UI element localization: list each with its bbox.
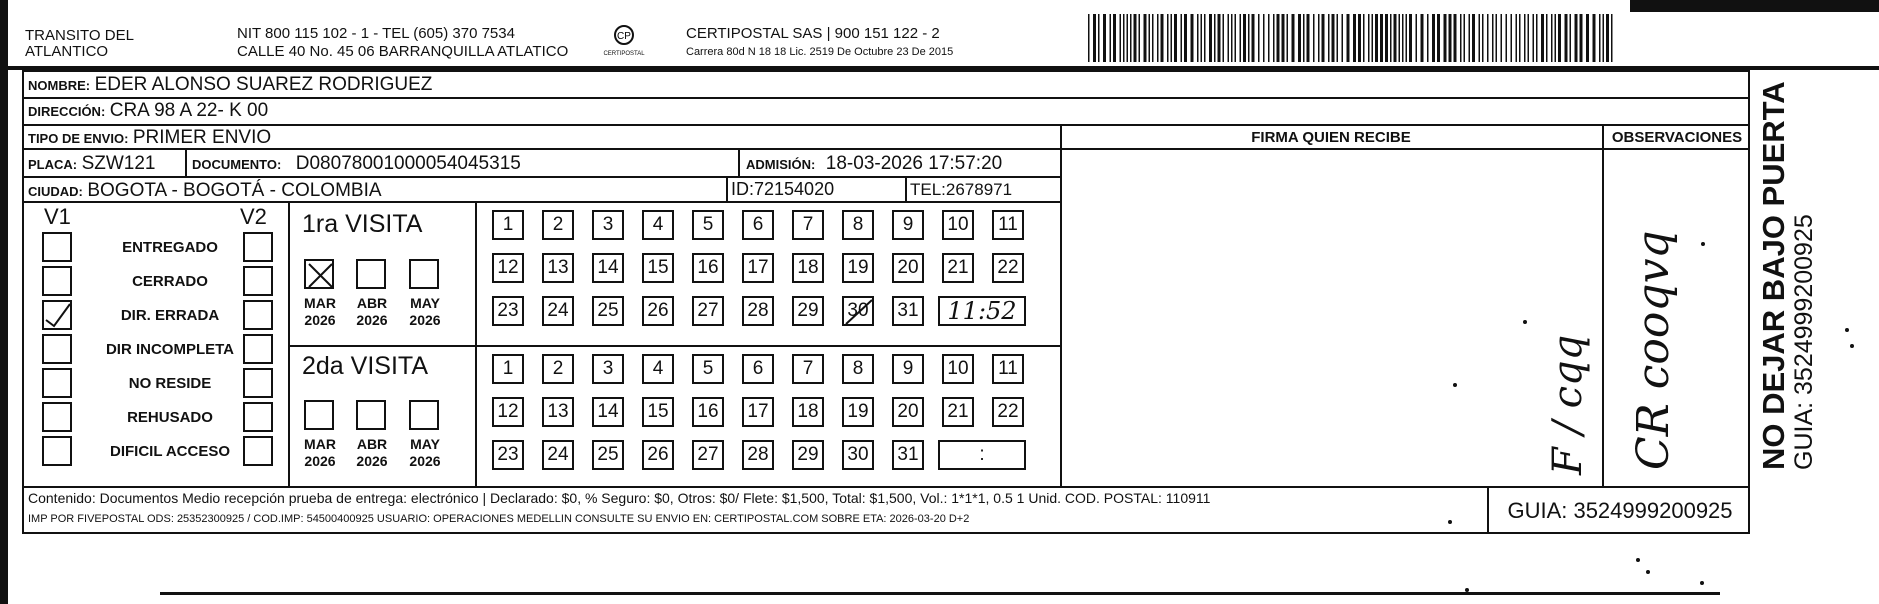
barcode-bar: [1437, 14, 1440, 62]
carrier-line: CERTIPOSTAL SAS | 900 151 122 - 2: [686, 25, 940, 42]
barcode-bar: [1113, 14, 1116, 62]
second-visit-day-18[interactable]: 18: [792, 397, 824, 427]
first-visit-day-13[interactable]: 13: [542, 253, 574, 283]
second-visit-month-checkbox-abr[interactable]: [356, 400, 386, 430]
second-visit-day-7[interactable]: 7: [792, 354, 824, 384]
tel-value: TEL:2678971: [910, 180, 1013, 199]
second-visit-day-28[interactable]: 28: [742, 440, 774, 470]
barcode-bar: [1454, 14, 1457, 62]
barcode-bar: [1444, 14, 1447, 62]
first-visit-month-checkbox-may[interactable]: [409, 259, 439, 289]
barcode-bar: [1204, 14, 1206, 62]
second-visit-day-6[interactable]: 6: [742, 354, 774, 384]
barcode-bar: [1318, 14, 1320, 62]
barcode-bar: [1555, 14, 1557, 62]
second-visit-day-21[interactable]: 21: [942, 397, 974, 427]
barcode-bar: [1313, 14, 1315, 62]
barcode-bar: [1174, 14, 1177, 62]
barcode-bar: [1243, 14, 1246, 62]
second-visit-month-checkbox-may[interactable]: [409, 400, 439, 430]
month-name: ABR: [356, 436, 388, 452]
first-visit-day-2[interactable]: 2: [542, 210, 574, 240]
barcode-bar: [1551, 14, 1553, 62]
barcode-bar: [1268, 14, 1270, 62]
address-line: CALLE 40 No. 45 06 BARRANQUILLA ATLATICO: [237, 43, 569, 60]
side-guia: GUIA: 3524999200925: [1790, 214, 1818, 470]
barcode-bar: [1533, 14, 1535, 62]
carrier-sub: Carrera 80d N 18 18 Lic. 2519 De Octubre 23 De 2015: [686, 46, 954, 58]
barcode-bar: [1580, 14, 1583, 62]
placa-label: PLACA:: [28, 157, 78, 172]
v1-checkbox-7[interactable]: [42, 436, 72, 466]
barcode-bar: [1098, 14, 1100, 62]
barcode-bar: [1307, 14, 1310, 62]
month-year: 2026: [409, 453, 441, 469]
nombre-label: NOMBRE:: [28, 78, 91, 93]
barcode-bar: [1277, 14, 1280, 62]
first-visit-day-27[interactable]: 27: [692, 296, 724, 326]
strike-icon: [844, 298, 874, 326]
barcode-bar: [1599, 14, 1601, 62]
no-dejar-bajo-puerta: NO DEJAR BAJO PUERTA: [1756, 81, 1791, 470]
second-visit-day-2[interactable]: 2: [542, 354, 574, 384]
first-visit-title: 1ra VISITA: [302, 210, 423, 238]
first-visit-month-checkbox-abr[interactable]: [356, 259, 386, 289]
status-label-1: ENTREGADO: [122, 239, 218, 256]
carrier-logo-icon: [611, 24, 637, 46]
tipo-envio-label: TIPO DE ENVIO:: [28, 131, 129, 146]
v1-checkbox-2[interactable]: [42, 266, 72, 296]
status-label-4: DIR INCOMPLETA: [105, 341, 235, 358]
firma-heading: FIRMA QUIEN RECIBE: [1251, 129, 1411, 146]
second-visit-day-24[interactable]: 24: [542, 440, 574, 470]
carrier-logo-text: CERTIPOSTAL: [603, 51, 645, 57]
status-label-7: DIFICIL ACCESO: [109, 443, 230, 460]
barcode-bar: [1167, 14, 1169, 62]
admision-label: ADMISIÓN:: [746, 157, 816, 172]
first-visit-day-22[interactable]: 22: [992, 253, 1024, 283]
barcode-bar: [1546, 14, 1548, 62]
barcode-bar: [1252, 14, 1255, 62]
first-visit-day-14[interactable]: 14: [592, 253, 624, 283]
barcode-bar: [1511, 14, 1513, 62]
barcode-bar: [1558, 14, 1561, 62]
barcode-bar: [1399, 14, 1401, 62]
company-name: TRANSITO DEL ATLANTICO: [25, 27, 134, 60]
barcode-bar: [1347, 14, 1350, 62]
footer-content-line: Contenido: Documentos Medio recepción prueba de entrega: electrónico | Declarado: $0, % Seguro: $0, Otros: $0/ Flete: $1,500, Total: $1,500, Vol.: 1*1*1, 0.5 1 Unid. COD. POSTAL: 110911: [28, 490, 1211, 506]
barcode-bar: [1110, 14, 1112, 62]
barcode: [1088, 14, 1618, 62]
second-visit-day-1[interactable]: 1: [492, 354, 524, 384]
second-visit-day-12[interactable]: 12: [492, 397, 524, 427]
carrier-logo: [600, 24, 648, 57]
documento-value: D08078001000054045315: [295, 153, 521, 174]
second-visit-day-23[interactable]: 23: [492, 440, 524, 470]
barcode-bar: [1380, 14, 1383, 62]
barcode-bar: [1516, 14, 1518, 62]
v1-checkbox-5[interactable]: [42, 368, 72, 398]
second-visit-day-27[interactable]: 27: [692, 440, 724, 470]
status-label-3: DIR. ERRADA: [120, 307, 220, 324]
barcode-bar: [1427, 14, 1429, 62]
second-visit-title: 2da VISITA: [302, 352, 428, 380]
barcode-bar: [1479, 14, 1481, 62]
first-visit-day-23[interactable]: 23: [492, 296, 524, 326]
second-visit-day-26[interactable]: 26: [642, 440, 674, 470]
v2-checkbox-1[interactable]: [243, 232, 273, 262]
ciudad-label: CIUDAD:: [28, 184, 83, 199]
barcode-bar: [1263, 14, 1265, 62]
barcode-bar: [1501, 14, 1503, 62]
first-visit-day-10[interactable]: 10: [942, 210, 974, 240]
first-visit-day-18[interactable]: 18: [792, 253, 824, 283]
barcode-bar: [1223, 14, 1225, 62]
first-visit-day-5[interactable]: 5: [692, 210, 724, 240]
month-year: 2026: [356, 453, 388, 469]
barcode-bar: [1240, 14, 1242, 62]
status-label-6: REHUSADO: [127, 409, 213, 426]
second-visit-day-31[interactable]: 31: [892, 440, 924, 470]
second-visit-day-9[interactable]: 9: [892, 354, 924, 384]
barcode-bar: [1231, 14, 1233, 62]
v1-heading: V1: [44, 204, 71, 229]
barcode-bar: [1603, 14, 1605, 62]
barcode-bar: [1123, 14, 1125, 62]
second-visit-day-3[interactable]: 3: [592, 354, 624, 384]
first-visit-day-29[interactable]: 29: [792, 296, 824, 326]
second-visit-day-11[interactable]: 11: [992, 354, 1024, 384]
barcode-bar: [1282, 14, 1285, 62]
barcode-bar: [1402, 14, 1404, 62]
second-visit-day-19[interactable]: 19: [842, 397, 874, 427]
nombre-value: EDER ALONSO SUAREZ RODRIGUEZ: [94, 74, 433, 95]
first-visit-day-26[interactable]: 26: [642, 296, 674, 326]
id-value: ID:72154020: [731, 179, 835, 199]
barcode-bar: [1134, 14, 1137, 62]
scan-edge-bottom: [160, 592, 1720, 595]
first-visit-day-19[interactable]: 19: [842, 253, 874, 283]
barcode-bar: [1342, 14, 1344, 62]
barcode-bar: [1368, 14, 1370, 62]
barcode-bar: [1303, 14, 1305, 62]
first-visit-day-1[interactable]: 1: [492, 210, 524, 240]
second-visit-day-17[interactable]: 17: [742, 397, 774, 427]
barcode-bar: [1191, 14, 1194, 62]
second-visit-day-10[interactable]: 10: [942, 354, 974, 384]
footer-imp-line: IMP POR FIVEPOSTAL ODS: 25352300925 / COD.IMP: 54500400925 USUARIO: OPERACIONES MEDELLIN CONSULTE SU ENVIO EN: CERTIPOSTAL.COM SOBRE ETA: 2026-03-20 D+2: [28, 513, 970, 525]
barcode-bar: [1181, 14, 1183, 62]
barcode-bar: [1292, 14, 1295, 62]
barcode-bar: [1088, 14, 1090, 62]
barcode-bar: [1201, 14, 1203, 62]
barcode-bar: [1416, 14, 1418, 62]
barcode-bar: [1536, 14, 1538, 62]
nit-line: NIT 800 115 102 - 1 - TEL (605) 370 7534: [237, 25, 515, 42]
barcode-bar: [1157, 14, 1159, 62]
barcode-bar: [1322, 14, 1325, 62]
barcode-bar: [1258, 14, 1260, 62]
barcode-bar: [1358, 14, 1361, 62]
barcode-bar: [1273, 14, 1275, 62]
second-visit-day-22[interactable]: 22: [992, 397, 1024, 427]
ciudad-value: BOGOTA - BOGOTÁ - COLOMBIA: [87, 180, 382, 201]
barcode-bar: [1287, 14, 1289, 62]
v1-checkbox-3[interactable]: [42, 300, 72, 330]
first-visit-month-label-abr: [350, 295, 394, 329]
barcode-bar: [1524, 14, 1526, 62]
direccion-value: CRA 98 A 22- K 00: [109, 100, 269, 121]
barcode-bar: [1611, 14, 1613, 62]
handwritten-observation-text: CR cooqvq: [1628, 230, 1679, 470]
barcode-bar: [1586, 14, 1589, 62]
first-visit-day-15[interactable]: 15: [642, 253, 674, 283]
first-visit-day-16[interactable]: 16: [692, 253, 724, 283]
v1-checkbox-6[interactable]: [42, 402, 72, 432]
barcode-bar: [1464, 14, 1466, 62]
first-visit-day-25[interactable]: 25: [592, 296, 624, 326]
first-visit-day-8[interactable]: 8: [842, 210, 874, 240]
barcode-bar: [1353, 14, 1356, 62]
scan-edge-top: [1630, 0, 1879, 12]
svg-text:CP: CP: [617, 31, 631, 42]
first-visit-day-24[interactable]: 24: [542, 296, 574, 326]
barcode-bar: [1218, 14, 1221, 62]
second-visit-day-29[interactable]: 29: [792, 440, 824, 470]
second-visit-day-13[interactable]: 13: [542, 397, 574, 427]
barcode-bar: [1469, 14, 1471, 62]
barcode-bar: [1482, 14, 1484, 62]
barcode-bar: [1363, 14, 1365, 62]
v2-checkbox-2[interactable]: [243, 266, 273, 296]
barcode-bar: [1228, 14, 1230, 62]
v2-checkbox-4[interactable]: [243, 334, 273, 364]
month-year: 2026: [356, 312, 388, 328]
first-visit-time-field[interactable]: 11:52: [938, 296, 1026, 326]
barcode-bar: [1492, 14, 1494, 62]
barcode-bar: [1421, 14, 1424, 62]
placa-value: SZW121: [81, 153, 156, 174]
direccion-label: DIRECCIÓN:: [28, 104, 106, 119]
barcode-bar: [1375, 14, 1378, 62]
month-year: 2026: [304, 312, 336, 328]
first-visit-day-11[interactable]: 11: [992, 210, 1024, 240]
barcode-bar: [1593, 14, 1596, 62]
second-visit-month-label-mar: [298, 436, 342, 470]
second-visit-day-5[interactable]: 5: [692, 354, 724, 384]
month-name: MAY: [410, 436, 440, 452]
barcode-bar: [1152, 14, 1154, 62]
barcode-bar: [1409, 14, 1412, 62]
month-name: MAR: [304, 436, 336, 452]
barcode-bar: [1161, 14, 1164, 62]
status-label-2: CERRADO: [132, 273, 208, 290]
first-visit-day-17[interactable]: 17: [742, 253, 774, 283]
month-year: 2026: [409, 312, 441, 328]
second-visit-day-15[interactable]: 15: [642, 397, 674, 427]
barcode-bar: [1120, 14, 1122, 62]
admision-value: 18-03-2026 17:57:20: [825, 153, 1003, 174]
barcode-bar: [1372, 14, 1374, 62]
barcode-bar: [1130, 14, 1132, 62]
first-visit-day-12[interactable]: 12: [492, 253, 524, 283]
barcode-bar: [1496, 14, 1498, 62]
barcode-bar: [1139, 14, 1141, 62]
second-visit-month-label-abr: [350, 436, 394, 470]
barcode-bar: [1385, 14, 1388, 62]
first-visit-day-20[interactable]: 20: [892, 253, 924, 283]
barcode-bar: [1235, 14, 1237, 62]
first-visit-day-21[interactable]: 21: [942, 253, 974, 283]
v2-heading: V2: [240, 204, 267, 229]
second-visit-day-8[interactable]: 8: [842, 354, 874, 384]
barcode-bar: [1144, 14, 1147, 62]
barcode-bar: [1575, 14, 1578, 62]
barcode-bar: [1460, 14, 1462, 62]
documento-label: DOCUMENTO:: [192, 157, 282, 172]
first-visit-month-checkbox-mar[interactable]: [304, 259, 334, 289]
check-mark-icon: [306, 261, 336, 291]
first-visit-day-3[interactable]: 3: [592, 210, 624, 240]
handwritten-signature-text: F / cqq: [1545, 334, 1591, 475]
barcode-bar: [1570, 14, 1572, 62]
barcode-bar: [1332, 14, 1335, 62]
barcode-bar: [1103, 14, 1106, 62]
barcode-bar: [1328, 14, 1330, 62]
first-visit-day-30[interactable]: 30: [842, 296, 874, 326]
barcode-bar: [1197, 14, 1199, 62]
v2-checkbox-6[interactable]: [243, 402, 273, 432]
barcode-bar: [1184, 14, 1187, 62]
observaciones-heading: OBSERVACIONES: [1611, 129, 1743, 146]
barcode-bar: [1093, 14, 1096, 62]
v1-checkbox-1[interactable]: [42, 232, 72, 262]
tipo-envio-value: PRIMER ENVIO: [132, 127, 272, 148]
barcode-bar: [1519, 14, 1521, 62]
second-visit-day-25[interactable]: 25: [592, 440, 624, 470]
first-visit-month-label-mar: [298, 295, 342, 329]
second-visit-day-4[interactable]: 4: [642, 354, 674, 384]
first-visit-day-4[interactable]: 4: [642, 210, 674, 240]
month-year: 2026: [304, 453, 336, 469]
first-visit-day-6[interactable]: 6: [742, 210, 774, 240]
footer-guia: GUIA: 3524999200925: [1507, 498, 1733, 523]
second-visit-time-field[interactable]: :: [938, 440, 1026, 470]
barcode-bar: [1149, 14, 1151, 62]
second-visit-day-14[interactable]: 14: [592, 397, 624, 427]
barcode-bar: [1171, 14, 1173, 62]
barcode-bar: [1390, 14, 1392, 62]
check-mark-icon: [44, 302, 70, 328]
barcode-bar: [1528, 14, 1530, 62]
barcode-bar: [1209, 14, 1212, 62]
barcode-bar: [1406, 14, 1408, 62]
second-visit-day-20[interactable]: 20: [892, 397, 924, 427]
first-visit-day-7[interactable]: 7: [792, 210, 824, 240]
barcode-bar: [1394, 14, 1397, 62]
v2-checkbox-7[interactable]: [243, 436, 273, 466]
month-name: ABR: [356, 295, 388, 311]
month-name: MAR: [304, 295, 336, 311]
v1-checkbox-4[interactable]: [42, 334, 72, 364]
second-visit-day-16[interactable]: 16: [692, 397, 724, 427]
second-visit-month-checkbox-mar[interactable]: [304, 400, 334, 430]
barcode-bar: [1487, 14, 1489, 62]
barcode-bar: [1432, 14, 1435, 62]
barcode-bar: [1506, 14, 1508, 62]
barcode-bar: [1248, 14, 1250, 62]
barcode-bar: [1472, 14, 1475, 62]
second-visit-month-label-may: [403, 436, 447, 470]
status-label-5: NO RESIDE: [128, 375, 212, 392]
first-visit-month-label-may: [403, 295, 447, 329]
v2-checkbox-3[interactable]: [243, 300, 273, 330]
month-name: MAY: [410, 295, 440, 311]
first-visit-day-28[interactable]: 28: [742, 296, 774, 326]
barcode-bar: [1214, 14, 1216, 62]
first-visit-day-9[interactable]: 9: [892, 210, 924, 240]
scan-edge-left: [0, 0, 8, 604]
second-visit-day-30[interactable]: 30: [842, 440, 874, 470]
barcode-bar: [1449, 14, 1452, 62]
first-visit-day-31[interactable]: 31: [892, 296, 924, 326]
barcode-bar: [1127, 14, 1129, 62]
barcode-bar: [1541, 14, 1544, 62]
v2-checkbox-5[interactable]: [243, 368, 273, 398]
barcode-bar: [1337, 14, 1339, 62]
barcode-bar: [1606, 14, 1609, 62]
barcode-bar: [1565, 14, 1568, 62]
barcode-bar: [1298, 14, 1301, 62]
